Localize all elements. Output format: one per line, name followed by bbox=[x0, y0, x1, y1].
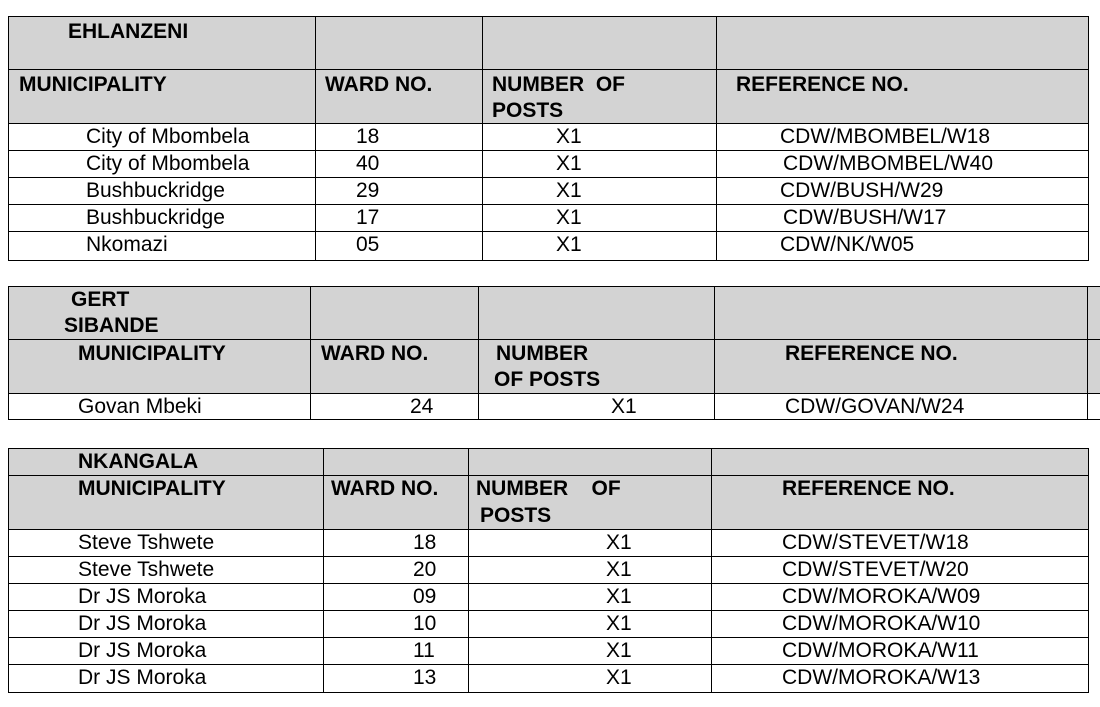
reference-cell: CDW/GOVAN/W24 bbox=[785, 395, 965, 418]
municipality-header: MUNICIPALITY bbox=[19, 73, 167, 96]
gert-sibande-table bbox=[8, 286, 1100, 420]
posts-cell: X1 bbox=[556, 125, 582, 148]
ward-cell: 24 bbox=[410, 395, 434, 418]
posts-header-line1: NUMBER OF bbox=[476, 477, 621, 500]
posts-header-line2: OF POSTS bbox=[494, 368, 601, 391]
posts-header-line1: NUMBER OF bbox=[492, 73, 625, 96]
municipality-cell: Steve Tshwete bbox=[78, 531, 215, 554]
ehlanzeni-title: EHLANZENI bbox=[68, 20, 189, 43]
ward-cell: 20 bbox=[413, 558, 437, 581]
reference-header: REFERENCE NO. bbox=[782, 477, 955, 500]
ehlanzeni-table bbox=[8, 16, 1089, 261]
posts-cell: X1 bbox=[556, 152, 582, 175]
ward-cell: 13 bbox=[413, 666, 437, 689]
municipality-cell: City of Mbombela bbox=[86, 125, 250, 148]
reference-cell: CDW/STEVET/W18 bbox=[782, 531, 969, 554]
ward-cell: 29 bbox=[356, 179, 380, 202]
municipality-cell: Bushbuckridge bbox=[86, 179, 225, 202]
reference-cell: CDW/MBOMBEL/W40 bbox=[783, 152, 994, 175]
municipality-header: MUNICIPALITY bbox=[78, 477, 226, 500]
municipality-cell: Dr JS Moroka bbox=[78, 612, 207, 635]
nkangala-title: NKANGALA bbox=[78, 450, 199, 473]
nkangala-table bbox=[8, 448, 1089, 693]
reference-cell: CDW/NK/W05 bbox=[780, 233, 915, 256]
reference-header: REFERENCE NO. bbox=[736, 73, 909, 96]
reference-cell: CDW/BUSH/W17 bbox=[783, 206, 947, 229]
municipality-cell: City of Mbombela bbox=[86, 152, 250, 175]
municipality-cell: Bushbuckridge bbox=[86, 206, 225, 229]
municipality-cell: Dr JS Moroka bbox=[78, 666, 207, 689]
posts-header-line2: POSTS bbox=[480, 504, 552, 527]
reference-cell: CDW/BUSH/W29 bbox=[780, 179, 944, 202]
ward-cell: 09 bbox=[413, 585, 437, 608]
reference-cell: CDW/MOROKA/W11 bbox=[782, 639, 979, 662]
posts-cell: X1 bbox=[606, 585, 632, 608]
ward-cell: 11 bbox=[413, 639, 435, 662]
municipality-cell: Steve Tshwete bbox=[78, 558, 215, 581]
ward-header: WARD NO. bbox=[331, 477, 439, 500]
posts-cell: X1 bbox=[606, 531, 632, 554]
ward-header: WARD NO. bbox=[325, 73, 433, 96]
ward-cell: 18 bbox=[413, 531, 437, 554]
gert-sibande-title-line1: GERT bbox=[71, 288, 130, 311]
reference-cell: CDW/MOROKA/W10 bbox=[782, 612, 981, 635]
gert-sibande-title-line2: SIBANDE bbox=[64, 314, 159, 337]
posts-cell: X1 bbox=[606, 666, 632, 689]
reference-header: REFERENCE NO. bbox=[785, 342, 958, 365]
municipality-cell: Dr JS Moroka bbox=[78, 585, 207, 608]
municipality-cell: Nkomazi bbox=[86, 233, 168, 256]
reference-cell: CDW/MOROKA/W09 bbox=[782, 585, 981, 608]
ward-cell: 40 bbox=[356, 152, 380, 175]
posts-cell: X1 bbox=[606, 639, 632, 662]
posts-header-line1: NUMBER bbox=[496, 342, 589, 365]
posts-cell: X1 bbox=[556, 233, 582, 256]
ward-cell: 05 bbox=[356, 233, 380, 256]
posts-cell: X1 bbox=[556, 179, 582, 202]
ward-cell: 10 bbox=[413, 612, 437, 635]
posts-cell: X1 bbox=[606, 558, 632, 581]
reference-cell: CDW/MOROKA/W13 bbox=[782, 666, 981, 689]
ward-header: WARD NO. bbox=[321, 342, 429, 365]
posts-header-line2: POSTS bbox=[492, 99, 564, 122]
ward-cell: 18 bbox=[356, 125, 380, 148]
posts-cell: X1 bbox=[556, 206, 582, 229]
reference-cell: CDW/STEVET/W20 bbox=[782, 558, 969, 581]
municipality-cell: Dr JS Moroka bbox=[78, 639, 207, 662]
reference-cell: CDW/MBOMBEL/W18 bbox=[780, 125, 991, 148]
posts-cell: X1 bbox=[606, 612, 632, 635]
posts-cell: X1 bbox=[611, 395, 637, 418]
municipality-cell: Govan Mbeki bbox=[78, 395, 202, 418]
municipality-header: MUNICIPALITY bbox=[78, 342, 226, 365]
ward-cell: 17 bbox=[356, 206, 380, 229]
